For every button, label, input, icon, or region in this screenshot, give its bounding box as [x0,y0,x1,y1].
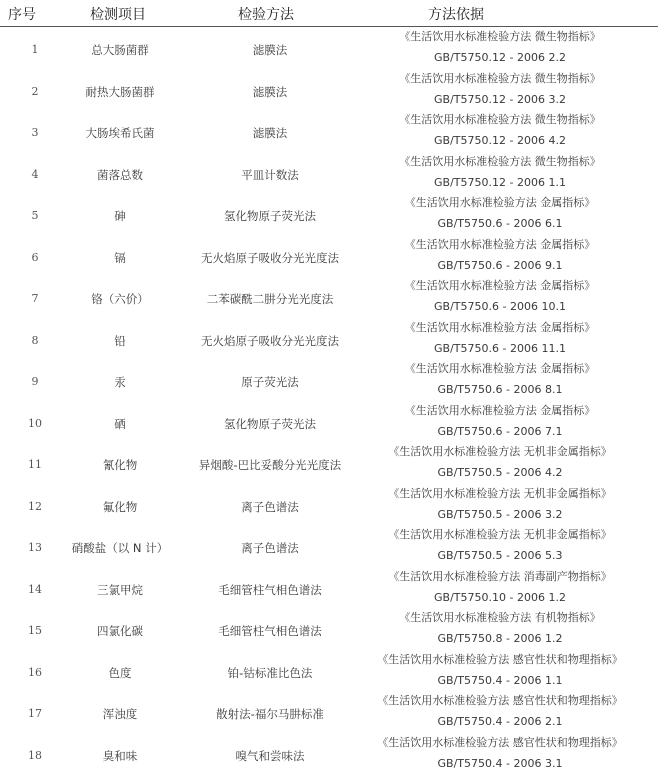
test-method: 无火焰原子吸收分光光度法 [201,333,339,348]
standard-code: GB/T5750.6 - 2006 6.1 [437,217,563,230]
row-number: 14 [28,582,42,596]
method-basis [355,483,645,525]
standard-name: 《生活饮用水标准检验方法 微生物指标》 [399,113,601,126]
header-item: 检测项目 [90,7,146,23]
test-method: 毛细管柱气相色谱法 [218,624,322,638]
test-method: 毛细管柱气相色谱法 [218,582,322,597]
test-method: 离子色谱法 [241,541,299,555]
method-basis [355,26,645,68]
row-number: 7 [31,292,39,305]
table-row [0,568,658,610]
table-row [0,194,658,236]
method-basis [355,649,645,691]
standard-name: 《生活饮用水标准检验方法 微生物指标》 [399,30,601,43]
standard-name: 《生活饮用水标准检验方法 微生物指标》 [399,71,601,85]
test-method: 滤膜法 [252,84,288,99]
test-method: 滤膜法 [252,126,288,140]
test-item: 砷 [114,209,126,223]
table-row [0,443,658,485]
method-basis [355,317,645,359]
header-no: 序号 [8,7,36,23]
row-number: 3 [31,126,39,139]
standard-name: 《生活饮用水标准检验方法 无机非金属指标》 [388,486,612,500]
method-basis [355,607,645,649]
test-method: 平皿计数法 [241,167,299,182]
table-row [0,70,658,112]
test-method: 离子色谱法 [241,499,299,514]
table-row [0,692,658,734]
row-number: 10 [28,416,42,430]
test-method: 无火焰原子吸收分光光度法 [201,250,339,265]
row-number: 9 [31,375,39,388]
table-row [0,402,658,444]
method-basis [355,192,645,234]
method-basis [355,68,645,110]
standard-name: 《生活饮用水标准检验方法 感官性状和物理指标》 [377,694,623,707]
test-item: 硒 [114,416,126,431]
standard-name: 《生活饮用水标准检验方法 消毒副产物指标》 [388,569,612,583]
method-basis [355,566,645,608]
test-item: 汞 [114,375,126,389]
table-body [0,28,658,775]
table-row [0,609,658,651]
row-number: 12 [28,499,42,513]
standard-name: 《生活饮用水标准检验方法 无机非金属指标》 [388,528,612,541]
standard-code: GB/T5750.5 - 2006 5.3 [437,549,563,562]
test-method: 嗅气和尝味法 [235,748,305,763]
row-number: 8 [31,333,39,347]
standard-code: GB/T5750.5 - 2006 4.2 [437,466,563,479]
method-basis [355,441,645,483]
test-item: 色度 [108,665,132,680]
row-number: 17 [28,707,42,720]
test-method: 滤膜法 [252,43,288,57]
header-method: 检验方法 [238,7,294,23]
row-number: 16 [28,665,42,679]
test-item: 氟化物 [102,499,138,514]
row-number: 18 [28,748,42,762]
table-row [0,277,658,319]
standard-code: GB/T5750.12 - 2006 2.2 [434,51,566,64]
test-method: 氢化物原子荧光法 [224,209,316,223]
standard-name: 《生活饮用水标准检验方法 有机物指标》 [399,611,601,624]
table-row [0,319,658,361]
standard-name: 《生活饮用水标准检验方法 金属指标》 [404,362,596,375]
test-item: 铅 [114,333,126,348]
standard-name: 《生活饮用水标准检验方法 金属指标》 [404,279,596,292]
standard-code: GB/T5750.12 - 2006 1.1 [434,175,566,189]
test-item: 菌落总数 [97,167,143,182]
test-item: 铬（六价） [91,292,149,306]
test-method: 氢化物原子荧光法 [224,416,316,431]
standard-code: GB/T5750.10 - 2006 1.2 [434,590,566,604]
table-row [0,111,658,153]
standard-code: GB/T5750.6 - 2006 11.1 [434,341,566,355]
standard-name: 《生活饮用水标准检验方法 感官性状和物理指标》 [377,652,623,666]
standard-code: GB/T5750.6 - 2006 10.1 [434,300,566,313]
row-number: 13 [28,541,42,554]
method-basis [355,275,645,317]
header-basis: 方法依据 [428,7,484,23]
row-number: 2 [31,84,39,98]
table-header [0,0,658,26]
row-number: 4 [31,167,39,181]
table-row [0,236,658,278]
row-number: 15 [28,624,42,637]
standard-code: GB/T5750.5 - 2006 3.2 [437,507,563,521]
row-number: 6 [31,250,39,264]
test-item: 大肠埃希氏菌 [85,126,155,140]
standard-name: 《生活饮用水标准检验方法 金属指标》 [404,320,596,334]
row-number: 1 [31,43,39,56]
method-basis [355,400,645,442]
row-number: 11 [28,458,42,471]
standard-name: 《生活饮用水标准检验方法 金属指标》 [404,196,596,209]
standard-code: GB/T5750.8 - 2006 1.2 [437,632,563,645]
standard-name: 《生活饮用水标准检验方法 金属指标》 [404,237,596,251]
standard-code: GB/T5750.4 - 2006 3.1 [437,756,563,770]
method-basis [355,690,645,732]
method-basis [355,109,645,151]
table-row [0,360,658,402]
standard-code: GB/T5750.12 - 2006 3.2 [434,92,566,106]
standard-code: GB/T5750.4 - 2006 2.1 [437,715,563,728]
test-item: 浑浊度 [102,707,138,721]
test-item: 臭和味 [102,748,138,763]
table-row [0,526,658,568]
test-item: 耐热大肠菌群 [85,84,155,99]
test-item: 氰化物 [102,458,138,472]
table-row [0,734,658,776]
table-row [0,153,658,195]
standard-code: GB/T5750.6 - 2006 9.1 [437,258,563,272]
test-item: 总大肠菌群 [91,43,149,57]
standard-name: 《生活饮用水标准检验方法 无机非金属指标》 [388,445,612,458]
test-item: 硝酸盐（以 N 计） [71,541,169,555]
test-method: 铂-钴标准比色法 [227,665,313,680]
test-method: 原子荧光法 [241,375,299,389]
table-row [0,651,658,693]
table-row [0,28,658,70]
method-basis [355,524,645,566]
test-method: 异烟酸-巴比妥酸分光光度法 [198,458,342,472]
standard-code: GB/T5750.12 - 2006 4.2 [434,134,566,147]
test-method: 二苯碳酰二肼分光光度法 [206,292,334,306]
test-item: 三氯甲烷 [97,582,143,597]
standard-name: 《生活饮用水标准检验方法 微生物指标》 [399,154,601,168]
standard-code: GB/T5750.4 - 2006 1.1 [437,673,563,687]
method-basis [355,234,645,276]
method-basis [355,151,645,193]
standard-code: GB/T5750.6 - 2006 8.1 [437,383,563,396]
method-basis [355,732,645,774]
method-basis [355,358,645,400]
row-number: 5 [31,209,39,222]
test-item: 四氯化碳 [97,624,143,638]
standard-name: 《生活饮用水标准检验方法 金属指标》 [404,403,596,417]
table-row [0,485,658,527]
test-item: 镉 [114,250,126,265]
standard-code: GB/T5750.6 - 2006 7.1 [437,424,563,438]
test-method: 散射法-福尔马肼标准 [216,707,324,721]
standard-name: 《生活饮用水标准检验方法 感官性状和物理指标》 [377,735,623,749]
